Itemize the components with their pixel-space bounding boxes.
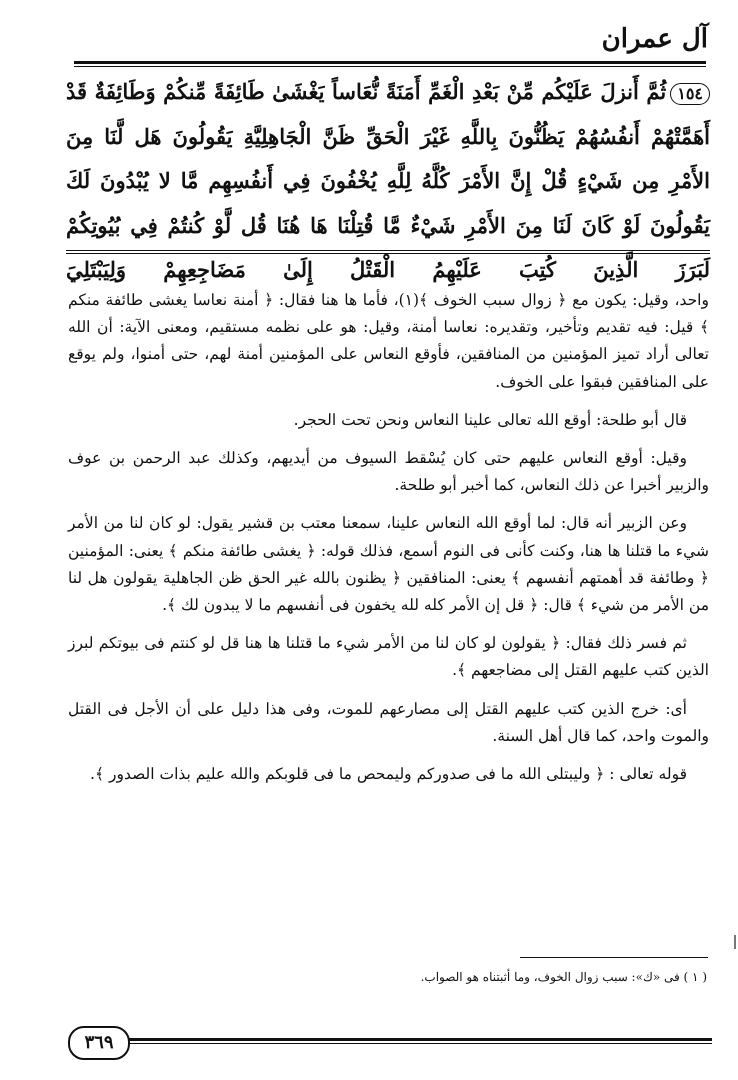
verse-separator-rule [66, 250, 710, 251]
commentary-body [68, 287, 709, 799]
header-rule [74, 61, 706, 64]
commentary-paragraph: قال أبو طلحة: أوقع الله تعالى علينا النعاس ونحن تحت الحجر. [293, 410, 687, 429]
ayah-number-badge: ١٥٤ [670, 83, 710, 105]
commentary-paragraph: وقيل: أوقع النعاس عليهم حتى كان يُسْقط السيوف من أيديهم، وكذلك عبد الرحمن بن عوف والزبير أخبرا عن ذلك النعاس، كما أخبر أبو طلحة. [68, 449, 709, 495]
surah-title: آل عمران [601, 24, 708, 54]
commentary-paragraph: واحد، وقيل: يكون مع ﴿ زوال سبب الخوف ﴾(١)، فأما ها هنا فقال: ﴿ أمنة نعاسا يغشى طائفة منكم ﴾ قيل: فيه تقديم وتأخير، وتقديره: نعاسا أمنة، وقيل: هو على نظمه مستقيم، ومعنى الآية: أن الله تعالى أراد تميز المؤمنين من المنافقين، فأوقع النعاس على المؤمنين أمنة لهم، حتى أمنوا، ولم يوقع على المنافقين فبقوا على الخوف. [68, 291, 709, 391]
footnote: ( ١ ) فى «ك»: سبب زوال الخوف، وما أثبتناه هو الصواب. [420, 970, 707, 984]
commentary-paragraph: قوله تعالى : ﴿ وليبتلى الله ما فى صدوركم وليمحص ما فى قلوبكم والله عليم بذات الصدور ﴾. [90, 765, 687, 784]
footnote-rule [520, 957, 708, 958]
page-edge-mark [734, 935, 736, 949]
quran-verse-block [66, 70, 710, 293]
commentary-paragraph: وعن الزبير أنه قال: لما أوقع الله النعاس علينا، سمعنا معتب بن قشير يقول: لو كان لنا من الأمر شيء ما قتلنا ها هنا، وكنت كأنى فى النوم أسمع، فذلك قوله: ﴿ يغشى طائفة منكم ﴾ يعنى: المؤمنين ﴿ وطائفة قد أهمتهم أنفسهم ﴾ يعنى: المنافقين ﴿ يظنون بالله غير الحق ظن الجاهلية يقولون هل لنا من الأمر من شيء ﴾ قال: ﴿ قل إن الأمر كله لله يخفون فى أنفسهم ما لا يبدون لك ﴾. [68, 514, 709, 615]
commentary-paragraph: ثم فسر ذلك فقال: ﴿ يقولون لو كان لنا من الأمر شيء ما قتلنا ها هنا قل لو كنتم فى بيوتكم لبرز الذين كتب عليهم القتل إلى مضاجعهم ﴾. [68, 634, 709, 680]
quran-verse-text: ثُمَّ أَنزلَ عَلَيْكُم مِّنْ بَعْدِ الْغَمِّ أَمَنَةً نُّعَاساً يَغْشَىٰ طَائِفَةً مِّنكُمْ وَطَائِفَةٌ قَدْ أَهَمَّتْهُمْ أَنفُسُهُمْ يَظُنُّونَ بِاللَّهِ غَيْرَ الْحَقِّ ظَنَّ الْجَاهِلِيَّةِ يَقُولُونَ هَل لَّنَا مِنَ الأَمْرِ مِن شَيْءٍ قُلْ إِنَّ الأَمْرَ كُلَّهُ لِلَّهِ يُخْفُونَ فِي أَنفُسِهِم مَّا لا يُبْدُونَ لَكَ يَقُولُونَ لَوْ كَانَ لَنَا مِنَ الأَمْرِ شَيْءٌ مَّا قُتِلْنَا هَا هُنَا قُل لَّوْ كُنتُمْ فِي بُيُوتِكُمْ لَبَرَزَ الَّذِينَ كُتِبَ عَلَيْهِمُ الْقَتْلُ إِلَىٰ مَضَاجِعِهِمْ وَلِيَبْتَلِيَ [66, 79, 710, 282]
page-number: ٣٦٩ [68, 1026, 130, 1060]
footer-rule [122, 1038, 712, 1041]
commentary-paragraph: أى: خرج الذين كتب عليهم القتل إلى مصارعهم للموت، وفى هذا دليل على أن الأجل فى القتل والموت واحد، كما قال أهل السنة. [68, 699, 709, 745]
header-rule-thin [74, 66, 706, 67]
verse-separator-rule-thin [66, 253, 710, 254]
footer-rule-thin [122, 1043, 712, 1044]
